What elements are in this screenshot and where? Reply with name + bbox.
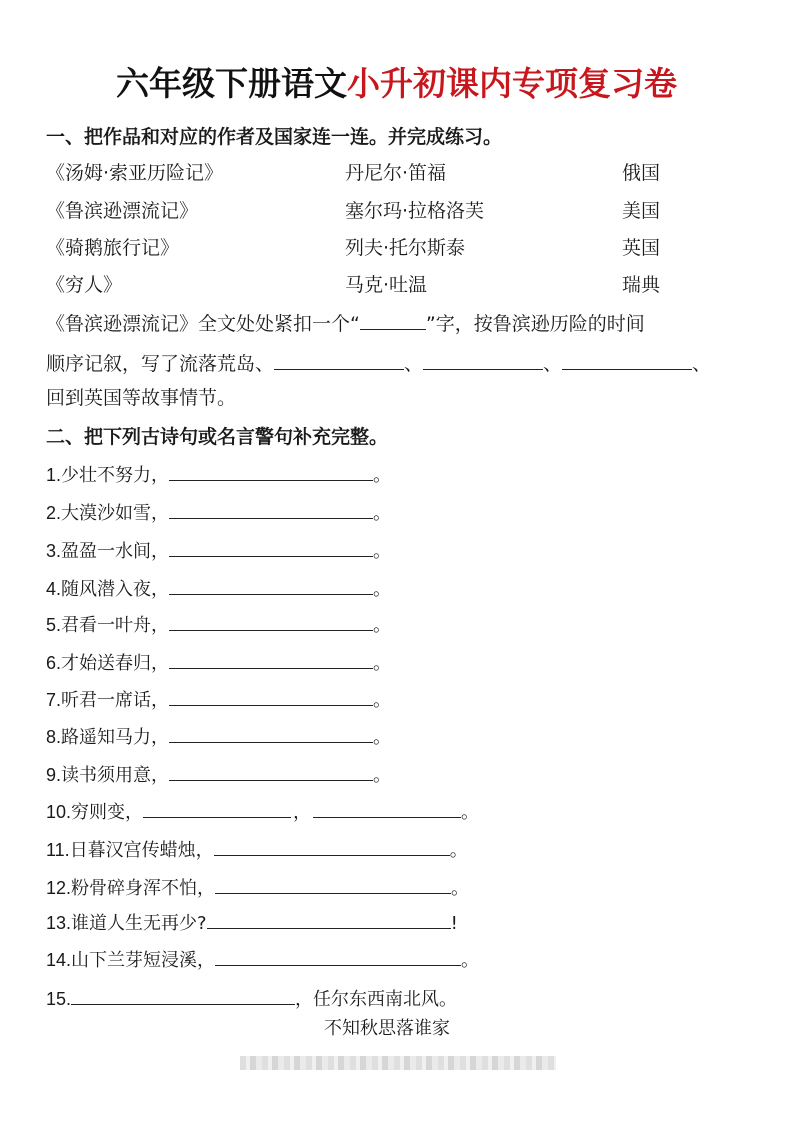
- question-text: 才始送春归，: [61, 653, 170, 674]
- question-number: 6.: [46, 653, 62, 673]
- question-number: 15.: [46, 989, 72, 1009]
- question-text: 听君一席话，: [61, 690, 170, 711]
- answer-blank[interactable]: [215, 871, 451, 894]
- question-row: [46, 608, 746, 641]
- question-row: [46, 871, 746, 904]
- question-row: [46, 683, 746, 716]
- answer-blank[interactable]: [169, 572, 373, 595]
- question-text: 路遥知马力，: [61, 727, 170, 748]
- question-end: 。: [451, 878, 470, 899]
- answer-blank[interactable]: [215, 943, 461, 966]
- answer-blank[interactable]: [214, 833, 450, 856]
- question-end: 。: [373, 615, 392, 636]
- title-review-part: 小升初课内专项复习卷: [347, 64, 677, 103]
- question-row: [46, 496, 746, 529]
- country-name: 英国: [622, 237, 661, 259]
- author-name: 丹尼尔·笛福: [345, 162, 447, 184]
- answer-blank[interactable]: [274, 349, 404, 370]
- question-end: 。: [373, 653, 392, 674]
- question-text: 粉骨碎身浑不怕，: [71, 878, 216, 899]
- question-mid: ，: [293, 802, 312, 823]
- question-end: 。: [373, 690, 392, 711]
- answer-blank[interactable]: [169, 758, 373, 781]
- answer-blank[interactable]: [313, 795, 461, 818]
- author-name: 马克·吐温: [345, 274, 428, 296]
- cut-off-text: 不知秋思落谁家: [324, 1018, 450, 1039]
- question-row: [46, 758, 746, 791]
- question-text: 读书须用意，: [61, 765, 170, 786]
- question-number: 8.: [46, 727, 62, 747]
- question-end: 。: [373, 541, 392, 562]
- country-name: 俄国: [622, 162, 661, 184]
- question-row: [46, 534, 746, 567]
- question-number: 12.: [46, 878, 72, 898]
- question-number: 4.: [46, 579, 62, 599]
- question-text: 少壮不努力，: [61, 465, 170, 486]
- question-text: 山下兰芽短浸溪，: [71, 950, 216, 971]
- match-row: [0, 196, 793, 226]
- question-number: 14.: [46, 950, 72, 970]
- answer-blank[interactable]: [169, 608, 373, 631]
- answer-blank[interactable]: [207, 906, 451, 929]
- question-row: [46, 572, 746, 605]
- question-row: [46, 646, 746, 679]
- match-row: [0, 233, 793, 263]
- question-row: [46, 795, 746, 828]
- question-number: 11.: [46, 840, 70, 860]
- answer-blank[interactable]: [360, 309, 426, 330]
- title-grade-part: 六年级下册语文: [116, 64, 347, 103]
- question-text: 盈盈一水间，: [61, 541, 170, 562]
- answer-blank[interactable]: [169, 458, 373, 481]
- separator: 、: [543, 353, 563, 375]
- question-row: [46, 906, 746, 939]
- question-end: 。: [373, 503, 392, 524]
- match-row: [0, 158, 793, 188]
- question-number: 7.: [46, 690, 62, 710]
- question-end: 。: [373, 465, 392, 486]
- question-text: 君看一叶舟，: [61, 615, 170, 636]
- book-title: 《鲁滨逊漂流记》: [46, 200, 199, 222]
- paragraph-text: ”字，按鲁滨逊历险的时间: [425, 313, 645, 335]
- answer-blank[interactable]: [169, 534, 373, 557]
- question-number: 5.: [46, 615, 62, 635]
- question-text: 谁道人生无再少?: [71, 913, 207, 934]
- book-title: 《汤姆·索亚历险记》: [46, 162, 224, 184]
- question-number: 2.: [46, 503, 62, 523]
- question-number: 10.: [46, 802, 72, 822]
- question-end: !: [450, 913, 458, 934]
- question-end: 。: [373, 579, 392, 600]
- question-number: 3.: [46, 541, 62, 561]
- paragraph-text: 《鲁滨逊漂流记》全文处处紧扣一个“: [46, 313, 360, 335]
- answer-blank[interactable]: [169, 720, 373, 743]
- question-number: 13.: [46, 913, 72, 933]
- book-title: 《骑鹅旅行记》: [46, 237, 180, 259]
- separator: 、: [692, 353, 712, 375]
- question-row: [46, 943, 746, 976]
- blurred-watermark: [240, 1056, 556, 1070]
- question-row: [46, 833, 746, 866]
- section1-heading: 一、把作品和对应的作者及国家连一连。并完成练习。: [46, 126, 503, 148]
- question-row: [46, 720, 746, 753]
- answer-blank[interactable]: [562, 349, 692, 370]
- answer-blank[interactable]: [423, 349, 543, 370]
- question-end: 。: [449, 840, 468, 861]
- country-name: 瑞典: [622, 274, 661, 296]
- question-text: 随风潜入夜，: [61, 579, 170, 600]
- page-title: [0, 62, 793, 106]
- question-end: 。: [461, 950, 480, 971]
- question-end: 。: [373, 727, 392, 748]
- question-row: [46, 982, 746, 1015]
- author-name: 列夫·托尔斯泰: [345, 237, 466, 259]
- book-title: 《穷人》: [46, 274, 123, 296]
- section2-heading: 二、把下列古诗句或名言警句补充完整。: [46, 426, 389, 448]
- answer-blank[interactable]: [71, 982, 295, 1005]
- country-name: 美国: [622, 200, 661, 222]
- cut-off-question-row: [46, 1014, 746, 1039]
- fill-paragraph-line1: [46, 309, 751, 339]
- question-text: ，任尔东西南北风。: [295, 989, 458, 1010]
- author-name: 塞尔玛·拉格洛芙: [345, 200, 485, 222]
- question-text: 日暮汉宫传蜡烛，: [69, 840, 214, 861]
- question-text: 穷则变，: [71, 802, 144, 823]
- question-row: [46, 458, 746, 491]
- paragraph-text: 顺序记叙，写了流落荒岛、: [46, 353, 275, 375]
- answer-blank[interactable]: [169, 496, 373, 519]
- fill-paragraph-line2: [46, 349, 751, 379]
- answer-blank[interactable]: [169, 646, 373, 669]
- question-end: 。: [373, 765, 392, 786]
- separator: 、: [404, 353, 424, 375]
- match-row: [0, 270, 793, 300]
- question-end: 。: [461, 802, 480, 823]
- question-text: 大漠沙如雪，: [61, 503, 170, 524]
- question-number: 9.: [46, 765, 62, 785]
- question-number: 1.: [46, 465, 62, 485]
- answer-blank[interactable]: [143, 795, 291, 818]
- fill-paragraph-line3: 回到英国等故事情节。: [46, 387, 237, 409]
- answer-blank[interactable]: [169, 683, 373, 706]
